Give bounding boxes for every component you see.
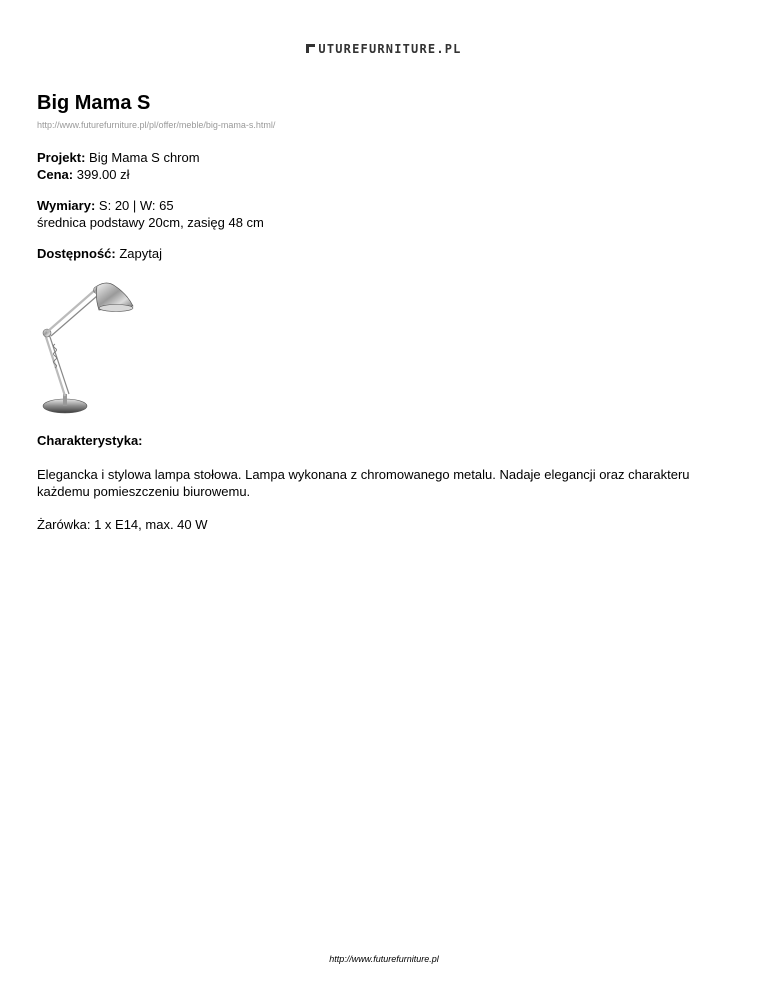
dostepnosc-label: Dostępność:	[37, 246, 116, 261]
cena-row	[37, 166, 737, 183]
product-url[interactable]: http://www.futurefurniture.pl/pl/offer/meble/big-mama-s.html/	[37, 120, 276, 130]
project-price-block	[37, 149, 737, 183]
cena-value: 399.00 zł	[76, 167, 130, 182]
wymiary-label: Wymiary:	[37, 198, 96, 213]
availability-block	[37, 245, 737, 262]
product-title: Big Mama S	[37, 92, 151, 114]
site-logo[interactable]	[306, 42, 461, 56]
desk-lamp-image	[37, 276, 153, 418]
dimensions-block	[37, 197, 737, 231]
projekt-value: Big Mama S chrom	[89, 150, 200, 165]
footer-url[interactable]: http://www.futurefurniture.pl	[329, 954, 439, 964]
product-sheet	[37, 90, 737, 533]
wymiary-row	[37, 197, 737, 214]
logo-f-icon	[306, 44, 315, 53]
characteristics-heading: Charakterystyka:	[37, 433, 143, 448]
logo-container	[0, 40, 768, 58]
characteristics-description: Elegancka i stylowa lampa stołowa. Lampa wykonana z chromowanego metalu. Nadaje elegancji oraz charakteru każdemu pomieszczeniu biurowemu.	[37, 467, 690, 499]
wymiary-extra: średnica podstawy 20cm, zasięg 48 cm	[37, 215, 264, 230]
cena-label: Cena:	[37, 167, 74, 182]
projekt-label: Projekt:	[37, 150, 86, 165]
bulb-spec: Żarówka: 1 x E14, max. 40 W	[37, 517, 208, 532]
logo-text: UTUREFURNITURE.PL	[318, 41, 462, 56]
dostepnosc-value: Zapytaj	[119, 246, 162, 261]
projekt-row	[37, 149, 737, 166]
wymiary-value: S: 20 | W: 65	[98, 198, 174, 213]
